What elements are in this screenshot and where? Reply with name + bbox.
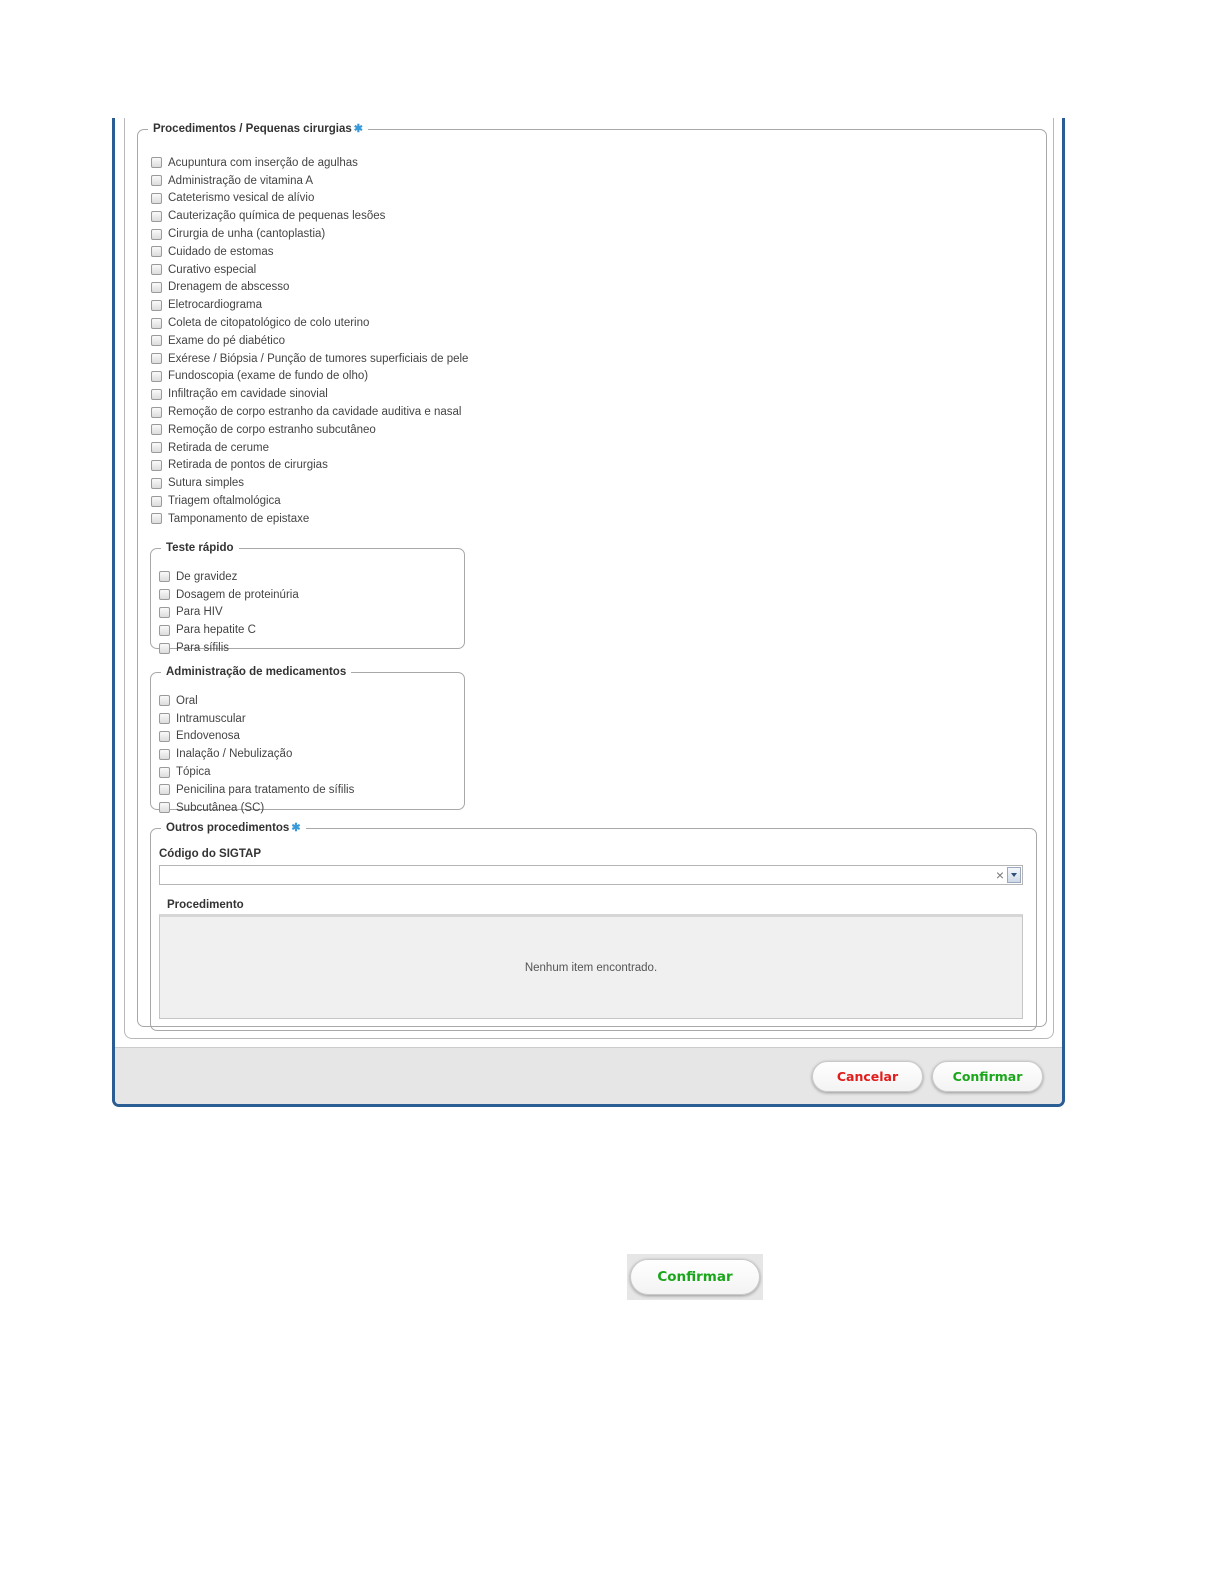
- checkbox-label: Penicilina para tratamento de sífilis: [176, 783, 355, 796]
- checkbox-option[interactable]: [151, 492, 468, 510]
- checkbox[interactable]: [159, 713, 170, 724]
- procedimentos-list: [151, 154, 468, 528]
- procedures-dialog: [112, 118, 1065, 1107]
- checkbox-label: Infiltração em cavidade sinovial: [168, 388, 328, 401]
- checkbox[interactable]: [151, 211, 162, 222]
- checkbox-option[interactable]: [151, 439, 468, 457]
- checkbox-option[interactable]: [159, 710, 354, 728]
- checkbox-label: Drenagem de abscesso: [168, 281, 290, 294]
- checkbox[interactable]: [151, 460, 162, 471]
- checkbox-option[interactable]: [151, 314, 468, 332]
- checkbox[interactable]: [159, 625, 170, 636]
- checkbox-option[interactable]: [151, 296, 468, 314]
- teste-rapido-list: [159, 568, 299, 657]
- checkbox[interactable]: [151, 407, 162, 418]
- checkbox[interactable]: [159, 784, 170, 795]
- checkbox-label: Para hepatite C: [176, 624, 256, 637]
- administracao-list: [159, 692, 354, 817]
- checkbox-label: Dosagem de proteinúria: [176, 588, 299, 601]
- administracao-fieldset: [150, 665, 465, 814]
- checkbox-label: Administração de vitamina A: [168, 174, 314, 187]
- checkbox-label: Retirada de cerume: [168, 441, 269, 454]
- dialog-footer: [115, 1047, 1062, 1105]
- checkbox-label: De gravidez: [176, 570, 238, 583]
- teste-rapido-legend: Teste rápido: [166, 542, 234, 554]
- checkbox-option[interactable]: [151, 421, 468, 439]
- checkbox[interactable]: [159, 802, 170, 813]
- checkbox-option[interactable]: [151, 279, 468, 297]
- checkbox-label: Curativo especial: [168, 263, 257, 276]
- required-asterisk-icon: ✱: [291, 822, 301, 834]
- checkbox-label: Tamponamento de epistaxe: [168, 512, 310, 525]
- procedimentos-legend: Procedimentos / Pequenas cirurgias ✱: [153, 123, 363, 135]
- checkbox-label: Sutura simples: [168, 477, 245, 490]
- checkbox-option[interactable]: [159, 568, 299, 586]
- checkbox-option[interactable]: [151, 350, 468, 368]
- checkbox-label: Cuidado de estomas: [168, 245, 274, 258]
- sigtap-combobox[interactable]: [159, 865, 1023, 885]
- procedimento-table: [159, 914, 1023, 1019]
- checkbox-label: Eletrocardiograma: [168, 299, 262, 312]
- checkbox-label: Cauterização química de pequenas lesões: [168, 210, 386, 223]
- checkbox-option[interactable]: [151, 457, 468, 475]
- procedimento-column-header: Procedimento: [167, 899, 244, 911]
- checkbox-option[interactable]: [151, 154, 468, 172]
- checkbox-option[interactable]: [151, 474, 468, 492]
- checkbox[interactable]: [151, 389, 162, 400]
- checkbox[interactable]: [159, 695, 170, 706]
- cancel-button[interactable]: Cancelar: [812, 1061, 923, 1092]
- confirm-button[interactable]: Confirmar: [932, 1061, 1043, 1092]
- confirm-button-zoomed[interactable]: Confirmar: [630, 1259, 760, 1295]
- checkbox-option[interactable]: [159, 639, 299, 657]
- checkbox[interactable]: [151, 353, 162, 364]
- checkbox-label: Coleta de citopatológico de colo uterino: [168, 317, 370, 330]
- checkbox[interactable]: [151, 300, 162, 311]
- checkbox-option[interactable]: [159, 763, 354, 781]
- checkbox-label: Oral: [176, 694, 198, 707]
- confirm-button-zoom-panel: [627, 1254, 763, 1300]
- checkbox-option[interactable]: [159, 604, 299, 622]
- checkbox-option[interactable]: [159, 745, 354, 763]
- checkbox-option[interactable]: [151, 368, 468, 386]
- outros-procedimentos-legend: Outros procedimentos ✱: [166, 822, 301, 834]
- checkbox[interactable]: [151, 246, 162, 257]
- checkbox[interactable]: [151, 175, 162, 186]
- checkbox-label: Cirurgia de unha (cantoplastia): [168, 228, 326, 241]
- checkbox-option[interactable]: [159, 692, 354, 710]
- checkbox-option[interactable]: [151, 261, 468, 279]
- checkbox-label: Retirada de pontos de cirurgias: [168, 459, 328, 472]
- checkbox[interactable]: [151, 513, 162, 524]
- administracao-legend: Administração de medicamentos: [166, 666, 347, 678]
- checkbox[interactable]: [159, 589, 170, 600]
- checkbox-label: Inalação / Nebulização: [176, 748, 293, 761]
- checkbox[interactable]: [159, 731, 170, 742]
- checkbox-option[interactable]: [151, 207, 468, 225]
- checkbox[interactable]: [159, 643, 170, 654]
- sigtap-label: Código do SIGTAP: [159, 848, 261, 860]
- checkbox[interactable]: [151, 478, 162, 489]
- checkbox-option[interactable]: [151, 225, 468, 243]
- checkbox-label: Subcutânea (SC): [176, 801, 265, 814]
- checkbox-label: Cateterismo vesical de alívio: [168, 192, 315, 205]
- checkbox-label: Fundoscopia (exame de fundo de olho): [168, 370, 369, 383]
- checkbox[interactable]: [151, 229, 162, 240]
- checkbox-label: Triagem oftalmológica: [168, 495, 281, 508]
- clear-icon[interactable]: ×: [995, 867, 1004, 883]
- checkbox[interactable]: [159, 767, 170, 778]
- checkbox-option[interactable]: [151, 243, 468, 261]
- checkbox[interactable]: [159, 749, 170, 760]
- checkbox[interactable]: [159, 607, 170, 618]
- checkbox[interactable]: [151, 193, 162, 204]
- checkbox-option[interactable]: [151, 403, 468, 421]
- checkbox-option[interactable]: [151, 385, 468, 403]
- checkbox[interactable]: [151, 282, 162, 293]
- checkbox-option[interactable]: [159, 621, 299, 639]
- checkbox-option[interactable]: [151, 510, 468, 528]
- checkbox-option[interactable]: [159, 799, 354, 817]
- checkbox-option[interactable]: [151, 172, 468, 190]
- checkbox-label: Tópica: [176, 766, 211, 779]
- checkbox-label: Remoção de corpo estranho subcutâneo: [168, 423, 376, 436]
- checkbox-option[interactable]: [151, 332, 468, 350]
- checkbox[interactable]: [151, 424, 162, 435]
- checkbox-label: Exérese / Biópsia / Punção de tumores superficiais de pele: [168, 352, 469, 365]
- checkbox[interactable]: [151, 264, 162, 275]
- teste-rapido-fieldset: [150, 541, 465, 655]
- checkbox-label: Intramuscular: [176, 712, 246, 725]
- checkbox-option[interactable]: [159, 586, 299, 604]
- checkbox-label: Acupuntura com inserção de agulhas: [168, 156, 358, 169]
- checkbox-option[interactable]: [159, 728, 354, 746]
- checkbox-label: Para HIV: [176, 606, 223, 619]
- checkbox[interactable]: [151, 318, 162, 329]
- checkbox[interactable]: [159, 571, 170, 582]
- chevron-down-icon[interactable]: [1007, 867, 1021, 883]
- checkbox-label: Exame do pé diabético: [168, 334, 285, 347]
- checkbox-option[interactable]: [159, 781, 354, 799]
- checkbox-label: Remoção de corpo estranho da cavidade auditiva e nasal: [168, 406, 462, 419]
- outros-procedimentos-fieldset: [150, 821, 1037, 1031]
- checkbox[interactable]: [151, 496, 162, 507]
- empty-message: Nenhum item encontrado.: [524, 961, 658, 974]
- required-asterisk-icon: ✱: [353, 123, 363, 135]
- checkbox[interactable]: [151, 442, 162, 453]
- checkbox[interactable]: [151, 335, 162, 346]
- checkbox[interactable]: [151, 371, 162, 382]
- checkbox[interactable]: [151, 157, 162, 168]
- checkbox-option[interactable]: [151, 190, 468, 208]
- checkbox-label: Para sífilis: [176, 642, 230, 655]
- procedimentos-fieldset: [137, 122, 1047, 1027]
- checkbox-label: Endovenosa: [176, 730, 240, 743]
